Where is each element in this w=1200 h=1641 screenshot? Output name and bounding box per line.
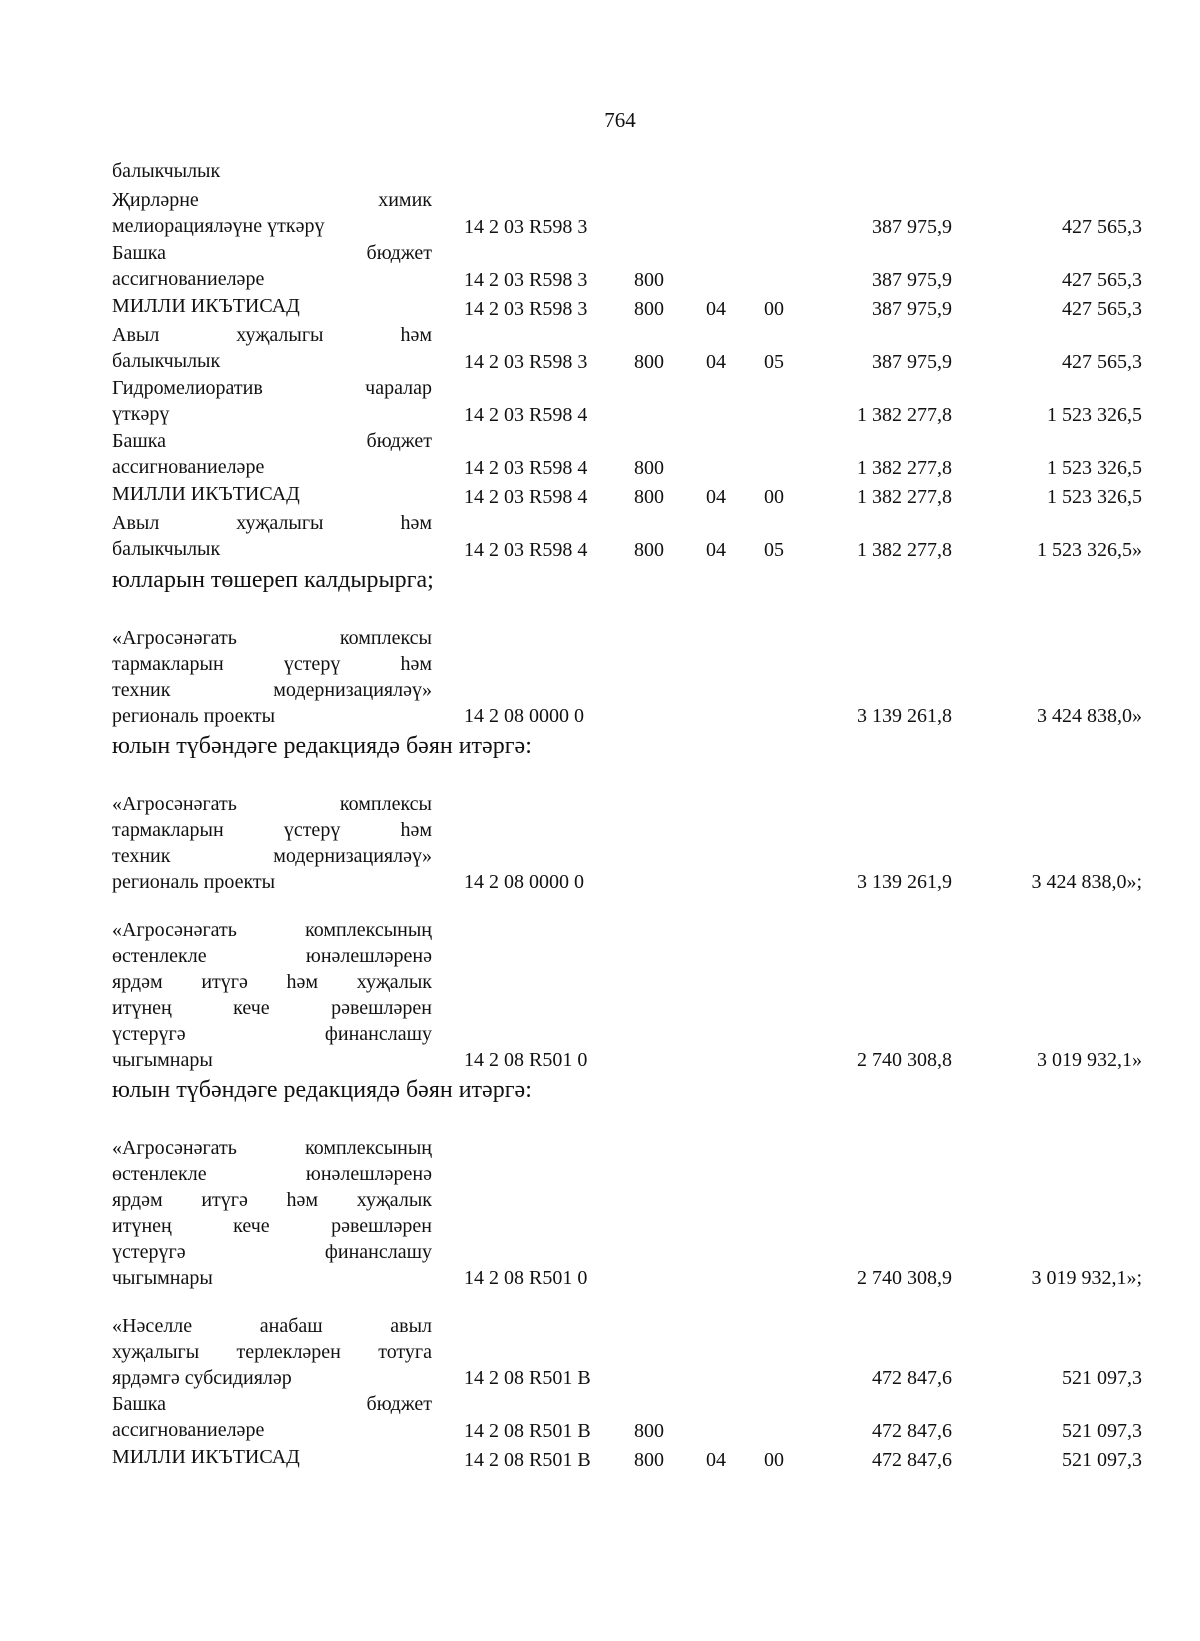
row-name-line: Башка бюджет <box>112 1393 432 1415</box>
row-code: 14 2 03 R598 4 <box>464 486 588 508</box>
row-sum-year2: 521 097,3 <box>1062 1367 1142 1389</box>
row-sum-year1: 3 139 261,9 <box>857 871 952 893</box>
table-row <box>112 158 1142 187</box>
row-sum-year2: 521 097,3 <box>1062 1449 1142 1471</box>
row-code: 14 2 08 0000 0 <box>464 705 584 727</box>
row-sum-year2: 3 424 838,0»; <box>1031 871 1142 893</box>
table-row <box>112 510 1142 563</box>
row-sum-year1: 387 975,9 <box>872 216 952 238</box>
row-name-line: өстенлекле юнәлешләренә <box>112 945 432 967</box>
row-name-line: МИЛЛИ ИКЪТИСАД <box>112 295 300 317</box>
row-expense-type: 800 <box>634 539 664 561</box>
row-name-line: тармакларын үстерү һәм <box>112 653 432 675</box>
row-sum-year2: 427 565,3 <box>1062 298 1142 320</box>
row-sum-year1: 387 975,9 <box>872 351 952 373</box>
row-code: 14 2 03 R598 4 <box>464 404 588 426</box>
row-name-line: үткәрү <box>112 403 170 425</box>
row-sum-year1: 1 382 277,8 <box>857 457 952 479</box>
row-sum-year2: 1 523 326,5 <box>1047 457 1142 479</box>
row-name-line: балыкчылык <box>112 160 221 182</box>
row-subsection: 00 <box>764 1449 784 1471</box>
row-subsection: 05 <box>764 351 784 373</box>
row-sum-year1: 387 975,9 <box>872 298 952 320</box>
row-name-line: ярдәмгә субсидияләр <box>112 1367 292 1389</box>
table-row <box>112 625 1142 729</box>
row-sum-year1: 1 382 277,8 <box>857 539 952 561</box>
row-expense-type: 800 <box>634 298 664 320</box>
row-name-line: «Нәселле анабаш авыл <box>112 1315 432 1337</box>
row-expense-type: 800 <box>634 269 664 291</box>
row-name-line: Авыл хуҗалыгы һәм <box>112 324 432 346</box>
row-code: 14 2 03 R598 3 <box>464 351 588 373</box>
table-row <box>112 791 1142 895</box>
row-name <box>112 481 432 507</box>
row-name-line: чыгымнары <box>112 1267 213 1289</box>
row-name-line: балыкчылык <box>112 350 221 372</box>
row-name-line: ассигнованиеләре <box>112 456 265 478</box>
table-row <box>112 375 1142 428</box>
row-code: 14 2 08 R501 B <box>464 1420 591 1442</box>
row-name <box>112 428 432 480</box>
row-expense-type: 800 <box>634 1420 664 1442</box>
row-sum-year2: 521 097,3 <box>1062 1420 1142 1442</box>
row-sum-year1: 1 382 277,8 <box>857 486 952 508</box>
row-sum-year1: 472 847,6 <box>872 1367 952 1389</box>
row-name-line: ярдәм итүгә һәм хуҗалык <box>112 1189 432 1211</box>
row-name-line: ассигнованиеләре <box>112 1419 265 1441</box>
row-name-line: үстерүгә финанслашу <box>112 1023 432 1045</box>
row-sum-year1: 387 975,9 <box>872 269 952 291</box>
row-sum-year1: 2 740 308,9 <box>857 1267 952 1289</box>
row-name-line: балыкчылык <box>112 538 221 560</box>
row-code: 14 2 08 R501 0 <box>464 1049 588 1071</box>
row-name-line: хуҗалыгы терлекләрен тотуга <box>112 1341 432 1363</box>
instruction-text: юлларын төшереп калдырырга; <box>112 567 434 593</box>
spacer <box>112 1291 1142 1313</box>
row-name-line: МИЛЛИ ИКЪТИСАД <box>112 483 300 505</box>
row-expense-type: 800 <box>634 457 664 479</box>
row-name <box>112 510 432 562</box>
table-row <box>112 1444 1142 1473</box>
table-row <box>112 917 1142 1073</box>
row-name <box>112 917 432 1073</box>
row-sum-year1: 3 139 261,8 <box>857 705 952 727</box>
row-name <box>112 791 432 895</box>
row-name-line: үстерүгә финанслашу <box>112 1241 432 1263</box>
row-sum-year2: 3 019 932,1» <box>1037 1049 1142 1071</box>
row-sum-year2: 1 523 326,5 <box>1047 404 1142 426</box>
row-sum-year2: 1 523 326,5 <box>1047 486 1142 508</box>
row-sum-year1: 1 382 277,8 <box>857 404 952 426</box>
instruction-text: юлын түбәндәге редакциядә бәян итәргә: <box>112 1077 532 1103</box>
table-row <box>112 240 1142 293</box>
row-name-line: региональ проекты <box>112 871 276 893</box>
table-row <box>112 187 1142 240</box>
row-name-line: Гидромелиоратив чаралар <box>112 377 432 399</box>
row-subsection: 00 <box>764 486 784 508</box>
row-name <box>112 240 432 292</box>
row-name-line: ассигнованиеләре <box>112 268 265 290</box>
row-name-line: итүнең кече рәвешләрен <box>112 1215 432 1237</box>
row-expense-type: 800 <box>634 486 664 508</box>
row-name-line: мелиорацияләүне үткәрү <box>112 215 325 237</box>
table-row <box>112 481 1142 510</box>
instruction-text: юлын түбәндәге редакциядә бәян итәргә: <box>112 733 532 759</box>
row-code: 14 2 03 R598 4 <box>464 539 588 561</box>
row-name <box>112 187 432 239</box>
row-code: 14 2 03 R598 3 <box>464 298 588 320</box>
row-name-line: Башка бюджет <box>112 430 432 452</box>
row-name-line: «Агросәнәгать комплексының <box>112 1137 432 1159</box>
row-sum-year1: 472 847,6 <box>872 1420 952 1442</box>
table-row <box>112 1313 1142 1391</box>
table-row <box>112 293 1142 322</box>
budget-table <box>112 158 1142 1473</box>
row-sum-year2: 3 424 838,0» <box>1037 705 1142 727</box>
row-name-line: «Агросәнәгать комплексы <box>112 627 432 649</box>
row-sum-year2: 1 523 326,5» <box>1037 539 1142 561</box>
row-name <box>112 158 432 184</box>
row-code: 14 2 08 R501 0 <box>464 1267 588 1289</box>
row-section: 04 <box>706 1449 726 1471</box>
row-code: 14 2 03 R598 4 <box>464 457 588 479</box>
row-sum-year2: 3 019 932,1»; <box>1031 1267 1142 1289</box>
row-name-line: ярдәм итүгә һәм хуҗалык <box>112 971 432 993</box>
row-code: 14 2 03 R598 3 <box>464 216 588 238</box>
row-subsection: 05 <box>764 539 784 561</box>
row-name <box>112 1444 432 1470</box>
row-name <box>112 1391 432 1443</box>
row-sum-year2: 427 565,3 <box>1062 269 1142 291</box>
row-code: 14 2 08 0000 0 <box>464 871 584 893</box>
row-sum-year2: 427 565,3 <box>1062 351 1142 373</box>
row-code: 14 2 08 R501 B <box>464 1367 591 1389</box>
row-sum-year2: 427 565,3 <box>1062 216 1142 238</box>
row-name-line: өстенлекле юнәлешләренә <box>112 1163 432 1185</box>
row-name-line: МИЛЛИ ИКЪТИСАД <box>112 1446 300 1468</box>
row-name-line: тармакларын үстерү һәм <box>112 819 432 841</box>
row-name-line: «Агросәнәгать комплексы <box>112 793 432 815</box>
row-code: 14 2 08 R501 B <box>464 1449 591 1471</box>
page-number: 764 <box>604 108 636 132</box>
row-sum-year1: 472 847,6 <box>872 1449 952 1471</box>
row-subsection: 00 <box>764 298 784 320</box>
row-name-line: техник модернизацияләү» <box>112 679 432 701</box>
row-name-line: итүнең кече рәвешләрен <box>112 997 432 1019</box>
table-row <box>112 322 1142 375</box>
row-section: 04 <box>706 539 726 561</box>
row-name-line: Җирләрне химик <box>112 189 432 211</box>
row-name <box>112 322 432 374</box>
row-name-line: Башка бюджет <box>112 242 432 264</box>
row-name-line: техник модернизацияләү» <box>112 845 432 867</box>
row-section: 04 <box>706 351 726 373</box>
row-name <box>112 1135 432 1291</box>
row-name <box>112 375 432 427</box>
row-section: 04 <box>706 486 726 508</box>
row-name <box>112 625 432 729</box>
row-sum-year1: 2 740 308,8 <box>857 1049 952 1071</box>
row-name-line: региональ проекты <box>112 705 276 727</box>
row-name <box>112 1313 432 1391</box>
table-row <box>112 428 1142 481</box>
row-name-line: чыгымнары <box>112 1049 213 1071</box>
spacer <box>112 895 1142 917</box>
row-expense-type: 800 <box>634 1449 664 1471</box>
table-row <box>112 1135 1142 1291</box>
row-expense-type: 800 <box>634 351 664 373</box>
row-name-line: Авыл хуҗалыгы һәм <box>112 512 432 534</box>
row-code: 14 2 03 R598 3 <box>464 269 588 291</box>
row-name-line: «Агросәнәгать комплексының <box>112 919 432 941</box>
table-row <box>112 1391 1142 1444</box>
row-name <box>112 293 432 319</box>
row-section: 04 <box>706 298 726 320</box>
